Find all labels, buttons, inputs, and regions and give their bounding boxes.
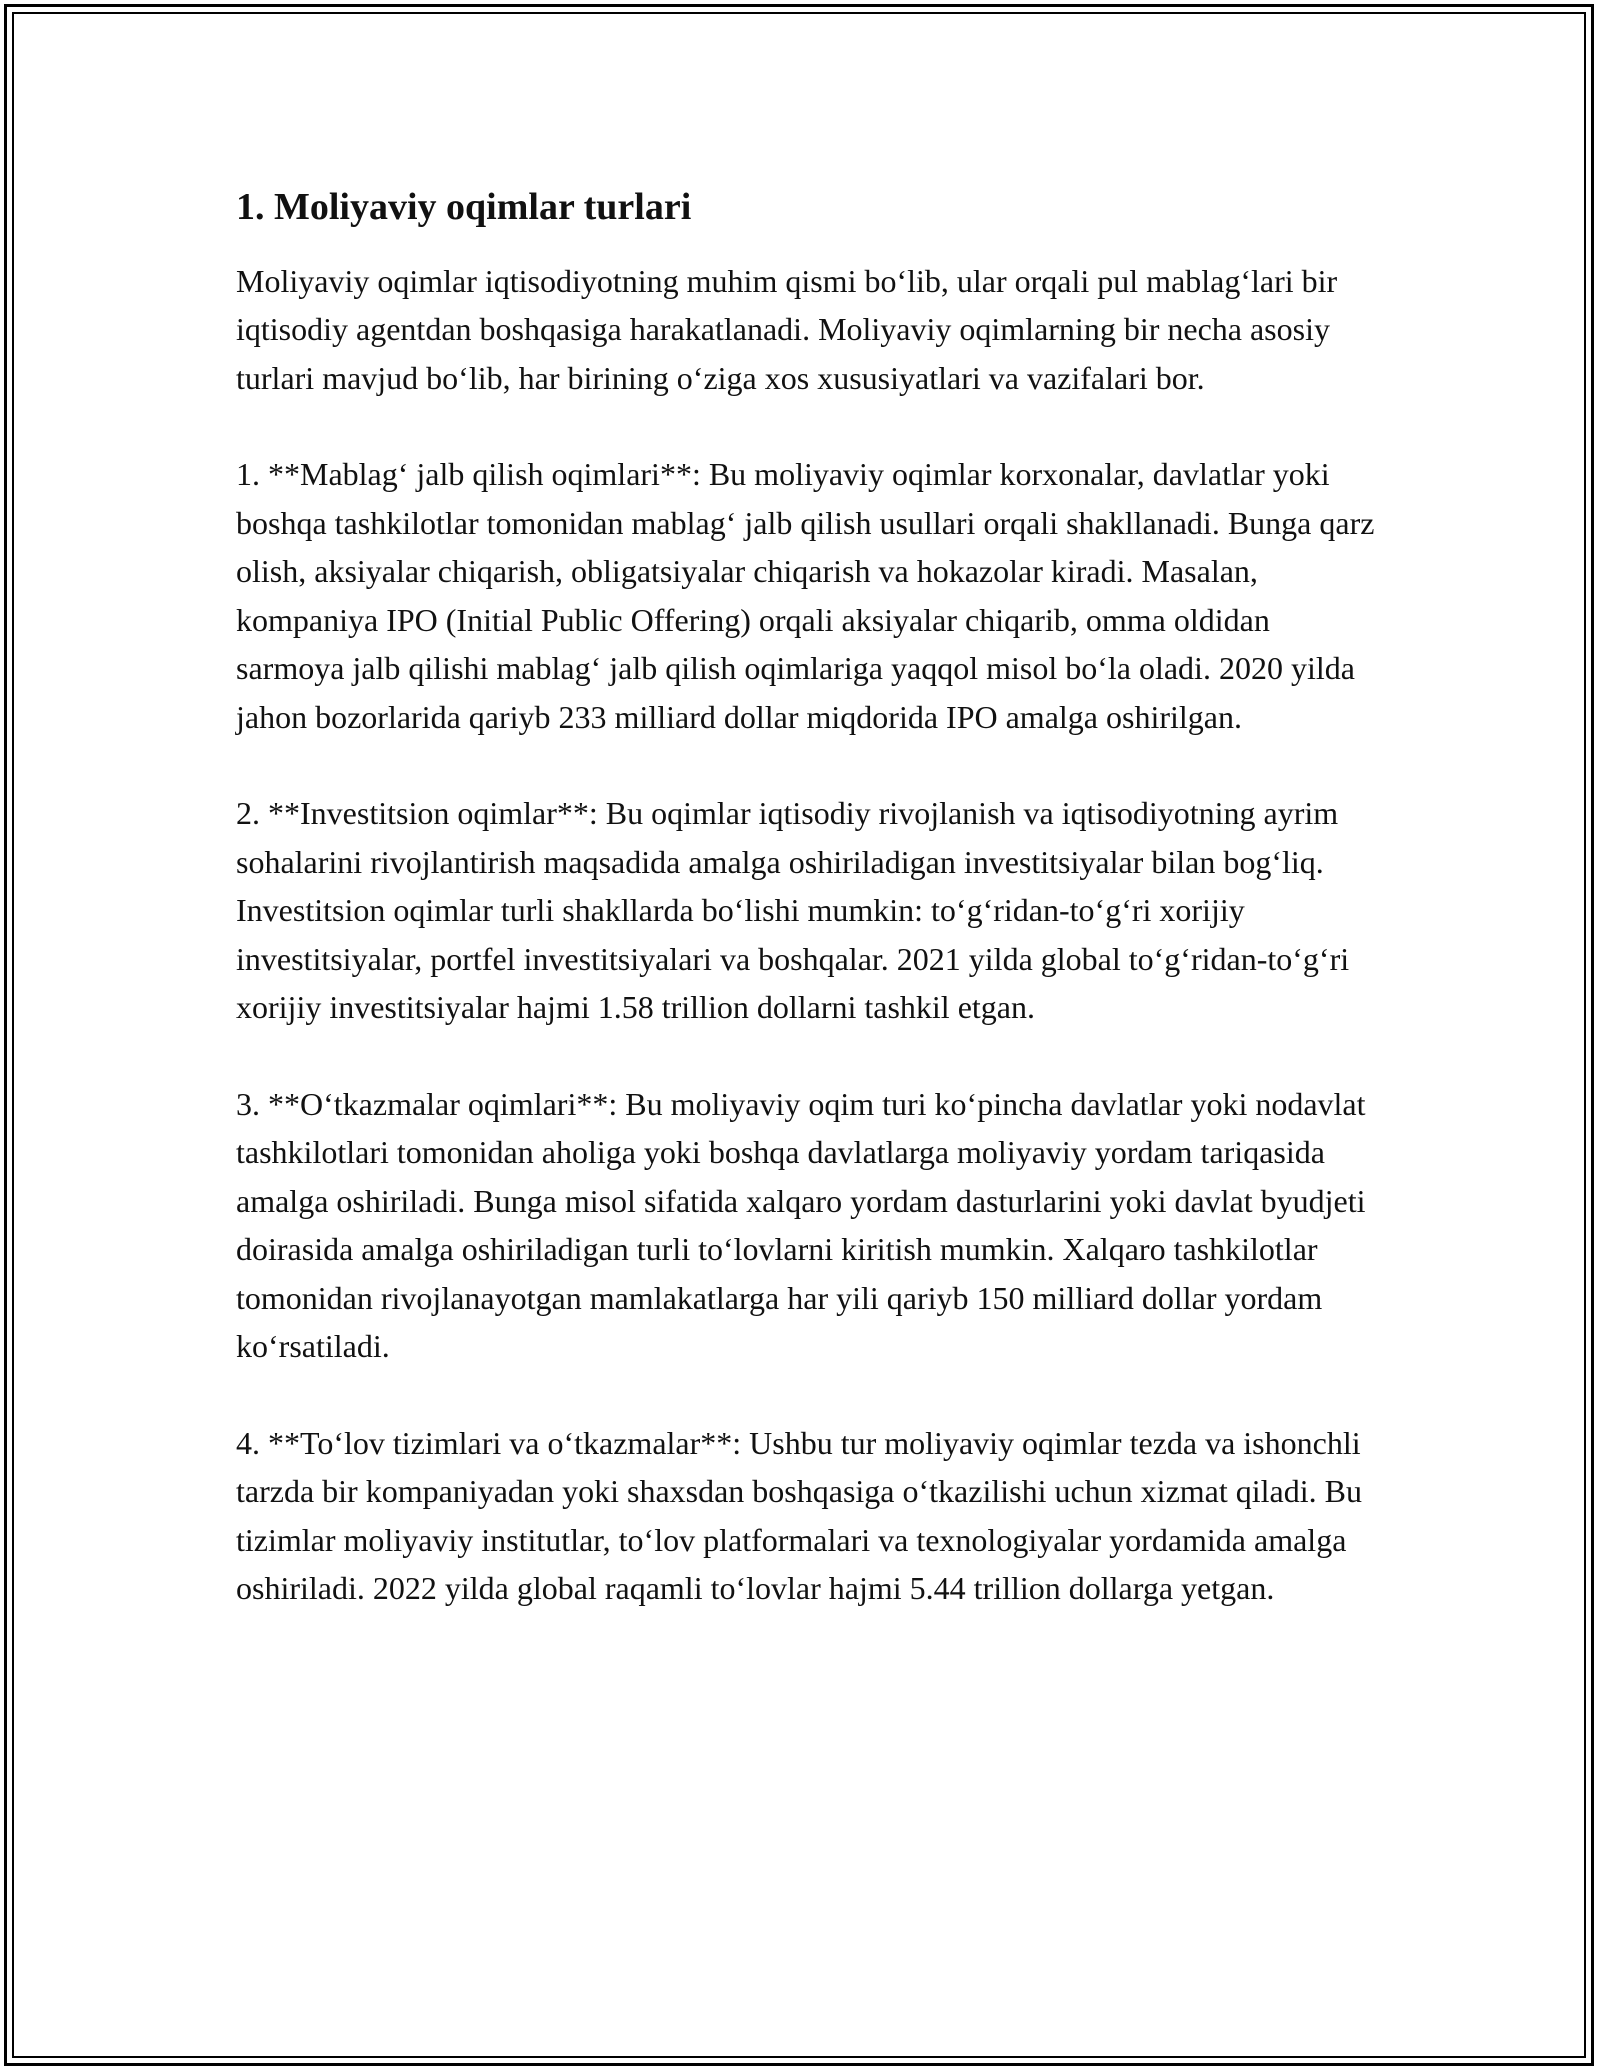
- paragraph-payment-systems: 4. **To‘lov tizimlari va o‘tkazmalar**: Ushbu tur moliyaviy oqimlar tezda va ishonchli tarzda bir kompaniyadan yoki shaxsdan boshqasiga o‘tkazilishi uchun xizmat qiladi. Bu tizimlar moliyaviy institutlar, to‘lov platformalari va texnologiyalar yordamida amalga oshiriladi. 2022 yilda global raqamli to‘lovlar hajmi 5.44 trillion dollarga yetgan.: [236, 1424, 1362, 1607]
- paragraph-transfer-flows: 3. **O‘tkazmalar oqimlari**: Bu moliyaviy oqim turi ko‘pincha davlatlar yoki nodavlat tashkilotlari tomonidan aholiga yoki boshqa davlatlarga moliyaviy yordam tariqasida amalga oshiriladi. Bunga misol sifatida xalqaro yordam dasturlarini yoki davlat byudjeti doirasida amalga oshiriladigan turli to‘lovlarni kiritish mumkin. Xalqaro tashkilotlar tomonidan rivojlanayotgan mamlakatlarga har yili qariyb 150 milliard dollar yordam ko‘rsatiladi.: [236, 1085, 1366, 1365]
- section-heading: 1. Moliyaviy oqimlar turlari: [236, 186, 692, 228]
- document-body: [236, 185, 1376, 1661]
- paragraph-fundraising-flows: 1. **Mablag‘ jalb qilish oqimlari**: Bu moliyaviy oqimlar korxonalar, davlatlar yoki boshqa tashkilotlar tomonidan mablag‘ jalb qilish usullari orqali shakllanadi. Bunga qarz olish, aksiyalar chiqarish, obligatsiyalar chiqarish va hokazolar kiradi. Masalan, kompaniya IPO (Initial Public Offering) orqali aksiyalar chiqarib, omma oldidan sarmoya jalb qilishi mablag‘ jalb qilish oqimlariga yaqqol misol bo‘la oladi. 2020 yilda jahon bozorlarida qariyb 233 milliard dollar miqdorida IPO amalga oshirilgan.: [236, 456, 1375, 735]
- intro-paragraph: Moliyaviy oqimlar iqtisodiyotning muhim qismi bo‘lib, ular orqali pul mablag‘lari bir iqtisodiy agentdan boshqasiga harakatlanadi. Moliyaviy oqimlarning bir necha asosiy turlari mavjud bo‘lib, har birining o‘ziga xos xususiyatlari va vazifalari bor.: [236, 262, 1338, 396]
- paragraph-investment-flows: 2. **Investitsion oqimlar**: Bu oqimlar iqtisodiy rivojlanish va iqtisodiyotning ayrim sohalarini rivojlantirish maqsadida amalga oshiriladigan investitsiyalar bilan bog‘liq. Investitsion oqimlar turli shakllarda bo‘lishi mumkin: to‘g‘ridan-to‘g‘ri xorijiy investitsiyalar, portfel investitsiyalari va boshqalar. 2021 yilda global to‘g‘ridan-to‘g‘ri xorijiy investitsiyalar hajmi 1.58 trillion dollarni tashkil etgan.: [236, 795, 1350, 1026]
